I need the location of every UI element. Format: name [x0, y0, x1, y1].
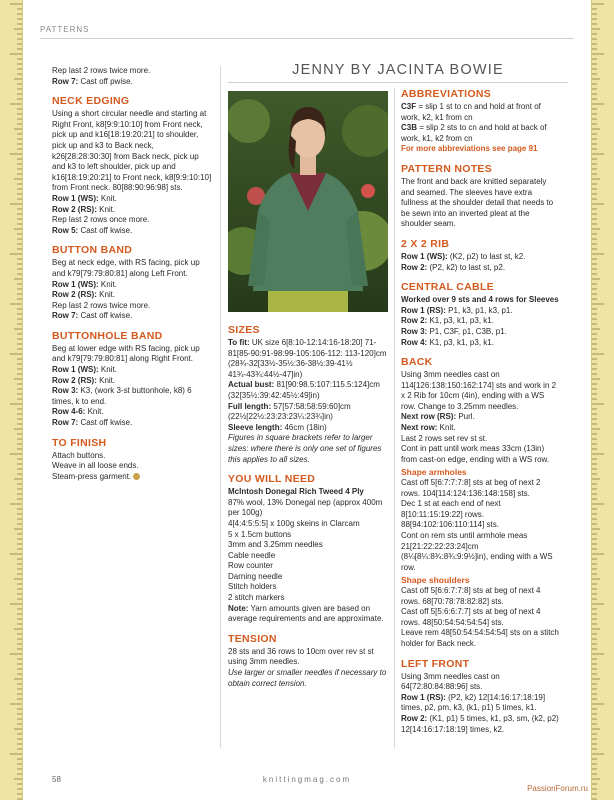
text-line: Cable needle: [228, 550, 276, 560]
section-heading: BUTTON BAND: [52, 244, 133, 257]
text-line: Attach buttons.: [52, 450, 106, 460]
section-label: PATTERNS: [40, 25, 90, 34]
section-heading: NECK EDGING: [52, 95, 130, 108]
text-line: Beg at neck edge, with RS facing, pick up and k79[79:79:80:81] along Left Front.: [52, 258, 200, 278]
text-line: 5 x 1.5cm buttons: [228, 529, 292, 539]
text-line: Cast off 5[5:6:6:7:7] sts at beg of next 4 rows. 48[50:54:54:54:54] sts.: [401, 607, 541, 627]
text-line: Note: Yarn amounts given are based on average requirements and are approximate.: [228, 603, 384, 624]
text-line: Rep last 2 rows twice more.: [52, 66, 151, 75]
text-line: Full length: 57[57:58:58:59:60]cm (22½[22½:23:23:23¼:23¾]in): [228, 401, 351, 422]
column-2: [228, 316, 388, 689]
section-heading: BACK: [401, 356, 433, 369]
text-line: Row 1 (WS): Knit.: [52, 193, 117, 203]
text-line: Row counter: [228, 561, 273, 571]
text-line: Stitch holders: [228, 582, 277, 592]
section-heading: LEFT FRONT: [401, 657, 470, 670]
model-photo: [228, 91, 388, 312]
text-line: Row 2: K1, p3, k1, p3, k1.: [401, 316, 494, 326]
section-heading: BUTTONHOLE BAND: [52, 329, 163, 342]
text-line: Cont in patt until work meas 33cm (13in) from cast-on edge, ending with a WS row.: [401, 444, 550, 464]
left-measuring-tape: [0, 0, 23, 800]
text-line: Last 2 rows set rev st st.: [401, 433, 488, 443]
text-line: 2 stitch markers: [228, 593, 285, 603]
text-line: Use larger or smaller needles if necessary to obtain correct tension.: [228, 668, 387, 688]
yarn-ball-icon: [133, 473, 140, 480]
column-divider: [220, 66, 221, 748]
text-line: Sleeve length: 46cm (18in): [228, 422, 327, 432]
section-heading: CENTRAL CABLE: [401, 281, 494, 294]
text-line: Row 1 (WS): Knit.: [52, 279, 117, 289]
text-line: Using a short circular needle and starting at Right Front, k8[9:9:10:10] from Front neck, pick up and k16[18:19:20:21] to shoulder, pick up and k3 to Back neck, k26[28:28:30:30] from Back neck, pick up and k3 to left shoulder, pick up and k16[18:19:20:21] to Front neck, k8[9:9:10:10] from Front neck. 80[88:90:96:98] sts.: [52, 109, 212, 193]
text-line: The front and back are knitted separately and seamed. The sleeves have extra fullness at the shoulder detail that needs to be sewn into an inverted pleat at the shoulder seam.: [401, 176, 554, 229]
text-line: Row 2 (RS): Knit.: [52, 375, 116, 385]
text-line: C3B = slip 2 sts to cn and hold at back of work, k1, k2 from cn: [401, 123, 547, 143]
text-line: Row 4: K1, p3, k1, p3, k1.: [401, 337, 494, 347]
text-line: Rep last 2 rows once more.: [52, 215, 150, 225]
text-line: C3F = slip 1 st to cn and hold at front of work, k2, k1 from cn: [401, 102, 541, 122]
watermark: PassionForum.ru: [527, 784, 588, 793]
column-3: [401, 88, 561, 735]
sub-heading: Shape shoulders: [401, 575, 470, 586]
abbreviations-link[interactable]: For more abbreviations see page 91: [401, 144, 538, 154]
text-line: Next row: Knit.: [401, 423, 456, 433]
text-line: Row 1 (RS): (P2, k2) 12[14:16:17:18:19] times, p2, pm, k3, (k1, p1) 5 times, k1.: [401, 692, 546, 713]
text-line: Cont on rem sts until armhole meas 21[21:22:22:23:24]cm (8¼[8¼:8¾:8¾:9:9½]in), ending with a WS row.: [401, 531, 553, 572]
text-line: 87% wool, 13% Donegal nep (approx 400m per 100g): [228, 497, 383, 518]
section-heading: 2 X 2 RIB: [401, 237, 450, 250]
column-1: [52, 66, 212, 482]
text-line: Row 2: (K1, p1) 5 times, k1, p3, sm, (k2, p2) 12[14:16:17:18:19] times, k2.: [401, 713, 559, 734]
pattern-title: JENNY BY JACINTA BOWIE: [292, 62, 504, 78]
text-line: Weave in all loose ends.: [52, 461, 139, 471]
text-line: Row 1 (WS): Knit.: [52, 365, 117, 375]
text-line: Beg at lower edge with RS facing, pick up and k79[79:79:80:81] along Right Front.: [52, 343, 200, 364]
text-line: Steam-press garment.: [52, 472, 212, 483]
text-line: Row 2 (RS): Knit.: [52, 204, 116, 214]
text-line: McIntosh Donegal Rich Tweed 4 Ply: [228, 487, 364, 497]
page-number: 58: [52, 775, 61, 784]
text-line: To fit: UK size 6[8:10-12:14:16-18:20] 71-81[85-90:91-98:99-105:106-112: 113-120]cm (28¾-32[33½-35½:36-38½:39-41½ 41¾-43¾:44½-47]in): [228, 338, 387, 379]
text-line: Rep last 2 rows twice more.: [52, 300, 151, 310]
top-divider: [40, 38, 574, 39]
column-divider: [394, 88, 395, 748]
text-line: Row 3: P1, C3F, p1, C3B, p1.: [401, 326, 507, 336]
text-line: Darning needle: [228, 571, 283, 581]
text-line: Row 2: (P2, k2) to last st, p2.: [401, 262, 506, 272]
text-line: Cast off 5[6:7:7:7:8] sts at beg of next 2 rows. 104[114:124:136:148:158] sts.: [401, 478, 541, 498]
right-measuring-tape: [591, 0, 614, 800]
text-line: Row 7: Cast off pwise.: [52, 76, 133, 86]
text-line: Worked over 9 sts and 4 rows for Sleeves: [401, 295, 559, 305]
text-line: Next row (RS): Purl.: [401, 412, 475, 422]
text-line: Using 3mm needles cast on 114[126:138:150:162:174] sts and work in 2 x 2 Rib for 10cm (4in), ending with a WS row. Change to 3.25mm needles.: [401, 370, 557, 411]
section-heading: ABBREVIATIONS: [401, 88, 492, 100]
text-line: 4[4:4:5:5:5] x 100g skeins in Clarcam: [228, 518, 360, 528]
text-line: Actual bust: 81[90:98.5:107:115.5:124]cm (32[35½:39:42:45½:49]in): [228, 380, 380, 400]
text-line: Cast off 5[6:6:7:7:8] sts at beg of next 4 rows. 68[70:78:78:82:82] sts.: [401, 585, 541, 606]
text-line: Row 3: K3, (work 3-st buttonhole, k8) 6 times, k to end.: [52, 386, 192, 406]
text-line: Row 7: Cast off kwise.: [52, 418, 133, 428]
text-line: Row 5: Cast off kwise.: [52, 225, 133, 235]
text-line: Figures in square brackets refer to larger sizes: where there is only one set of figures this applies to all sizes.: [228, 433, 382, 464]
section-heading: TENSION: [228, 632, 277, 645]
section-heading: TO FINISH: [52, 436, 107, 449]
text-line: Row 7: Cast off kwise.: [52, 311, 133, 321]
text-line: Dec 1 st at each end of next 8[10:11:15:19:22] rows. 88[94:102:106:110:114] sts.: [401, 499, 501, 530]
text-line: 28 sts and 36 rows to 10cm over rev st st using 3mm needles.: [228, 646, 374, 667]
text-line: Row 4-6: Knit.: [52, 407, 104, 417]
text-line: Row 2 (RS): Knit.: [52, 290, 116, 300]
title-divider: [228, 82, 568, 83]
sub-heading: Shape armholes: [401, 467, 467, 478]
text-line: Using 3mm needles cast on 64[72:80:84:88:96] sts.: [401, 671, 500, 692]
section-heading: SIZES: [228, 324, 260, 336]
section-heading: YOU WILL NEED: [228, 473, 316, 486]
text-line: Leave rem 48[50:54:54:54:54] sts on a stitch holder for Back neck.: [401, 628, 559, 648]
section-heading: PATTERN NOTES: [401, 162, 493, 175]
text-line: 3mm and 3.25mm needles: [228, 540, 323, 550]
text-line: Row 1 (WS): (K2, p2) to last st, k2.: [401, 251, 526, 261]
site-url: knittingmag.com: [262, 775, 352, 784]
text-line: Row 1 (RS): P1, k3, p1, k3, p1.: [401, 305, 513, 315]
